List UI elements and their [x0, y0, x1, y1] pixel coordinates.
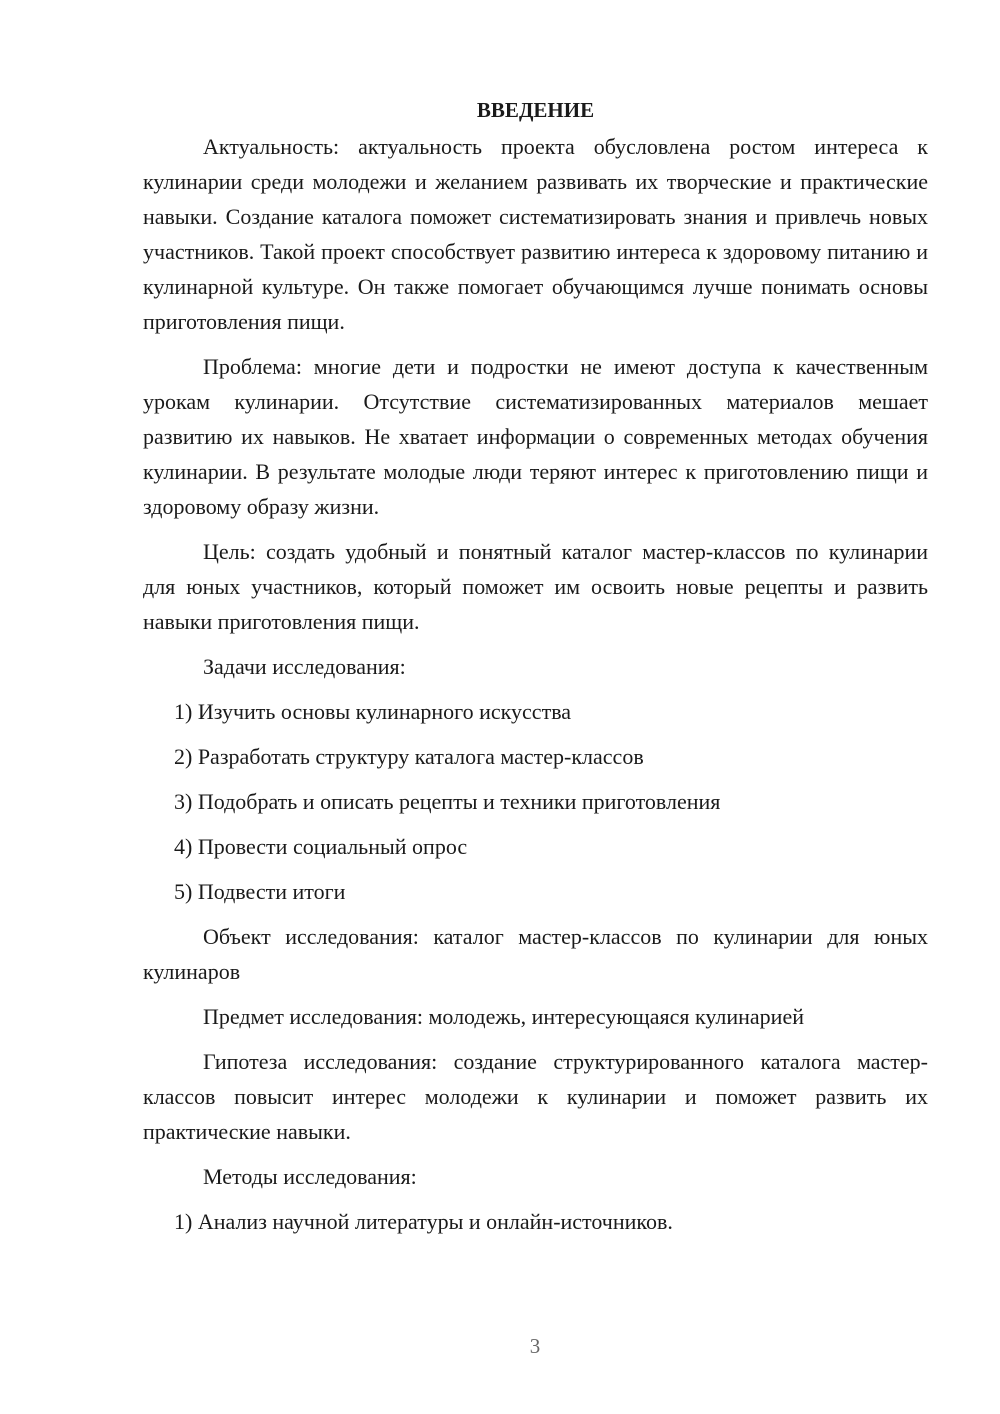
page-title: ВВЕДЕНИЕ: [476, 98, 595, 122]
hypothesis-paragraph: Гипотеза исследования: создание структурированного каталога мастер-классов повысит интерес молодежи к кулинарии и поможет развить их практические навыки.: [143, 1049, 928, 1144]
tasks-list: [143, 694, 928, 909]
problem-paragraph: Проблема: многие дети и подростки не имеют доступа к качественным урокам кулинарии. Отсутствие систематизированных материалов мешает развитию их навыков. Не хватает информации о современных методах обучения кулинарии. В результате молодые люди теряют интерес к приготовлению пищи и здоровому образу жизни.: [143, 354, 928, 519]
methods-list: [143, 1204, 928, 1239]
tasks-heading: Задачи исследования:: [203, 654, 406, 679]
task-item: 4) Провести социальный опрос: [174, 834, 468, 859]
task-item: 3) Подобрать и описать рецепты и техники приготовления: [174, 789, 721, 814]
subject-paragraph: Предмет исследования: молодежь, интересующаяся кулинарией: [203, 1004, 804, 1029]
methods-heading: Методы исследования:: [203, 1164, 417, 1189]
page-number: 3: [529, 1334, 541, 1358]
task-item: 1) Изучить основы кулинарного искусства: [174, 699, 572, 724]
relevance-paragraph: Актуальность: актуальность проекта обусловлена ростом интереса к кулинарии среди молодежи и желанием развивать их творческие и практические навыки. Создание каталога поможет систематизировать знания и привлечь новых участников. Такой проект способствует развитию интереса к здоровому питанию и кулинарной культуре. Он также помогает обучающимся лучше понимать основы приготовления пищи.: [143, 134, 928, 334]
task-item: 2) Разработать структуру каталога мастер-классов: [174, 744, 644, 769]
method-item: 1) Анализ научной литературы и онлайн-источников.: [174, 1209, 673, 1234]
goal-paragraph: Цель: создать удобный и понятный каталог мастер-классов по кулинарии для юных участников, который поможет им освоить новые рецепты и развить навыки приготовления пищи.: [143, 539, 928, 634]
object-paragraph: Объект исследования: каталог мастер-классов по кулинарии для юных кулинаров: [143, 924, 928, 984]
task-item: 5) Подвести итоги: [174, 879, 346, 904]
page-content: [143, 93, 928, 1249]
